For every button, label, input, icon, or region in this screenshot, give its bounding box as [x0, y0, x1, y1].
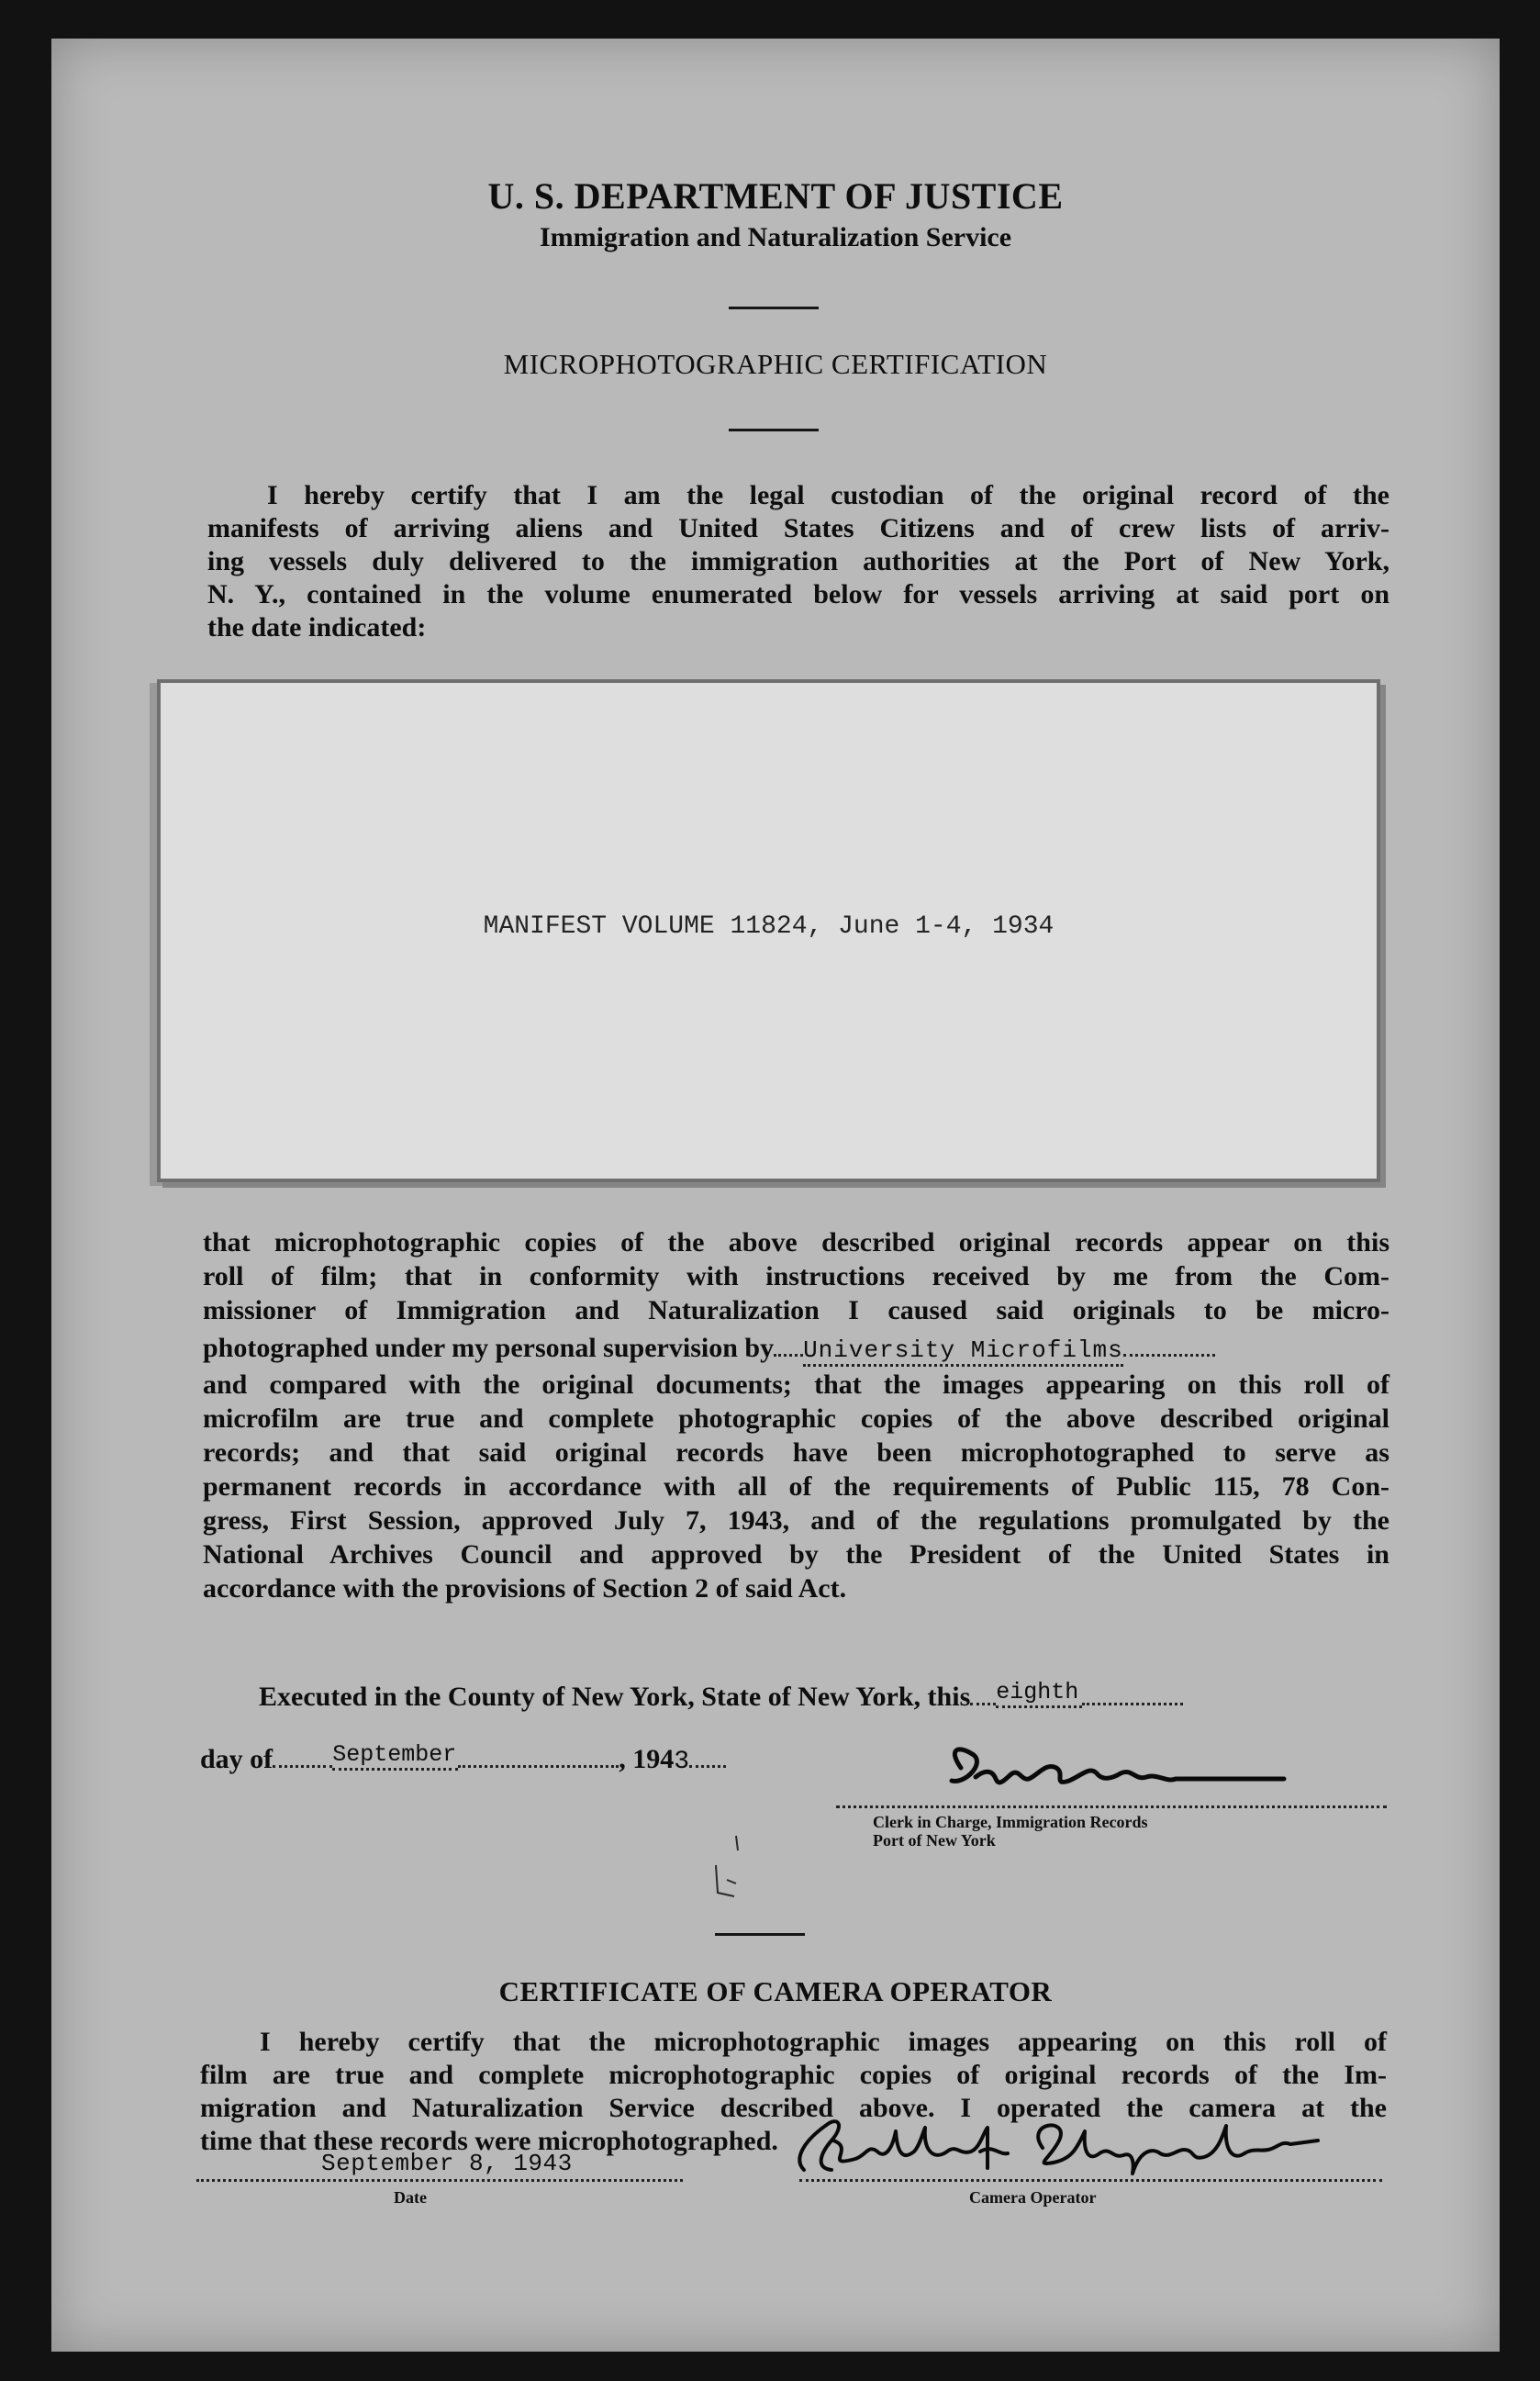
camera-date-value: September 8, 1943 — [321, 2150, 573, 2177]
camera-line: I hereby certify that the microphotographic images appearing on this roll of — [260, 2027, 1387, 2057]
body-line: National Archives Council and approved by the President of the United States in — [203, 1539, 1389, 1570]
operator-label: Camera Operator — [969, 2188, 1097, 2207]
year-prefix: , 194 — [619, 1744, 675, 1774]
fill-dots — [970, 1703, 996, 1705]
manifest-volume-text: MANIFEST VOLUME 11824, June 1-4, 1934 — [483, 912, 1055, 941]
supervision-prefix: photographed under my personal supervision by — [203, 1333, 775, 1363]
certificate-page — [51, 39, 1500, 2352]
fill-dots — [273, 1765, 332, 1768]
execution-month-value: September — [332, 1741, 458, 1771]
execution-day-value: eighth — [996, 1679, 1082, 1708]
operator-signature — [767, 2104, 1373, 2186]
intro-line: ing vessels duly delivered to the immigration authorities at the Port of New York, — [207, 546, 1389, 576]
supervision-value: University Microfilms — [803, 1336, 1123, 1367]
intro-line: I hereby certify that I am the legal custodian of the original record of the — [267, 480, 1389, 510]
stray-ink-mark — [709, 1828, 745, 1911]
body-line: accordance with the provisions of Section 2 of said Act. — [203, 1573, 847, 1604]
title-divider — [729, 429, 819, 431]
clerk-title-line2: Port of New York — [873, 1831, 996, 1850]
body-line: gress, First Session, approved July 7, 1943, and of the regulations promulgated by the — [203, 1505, 1389, 1536]
day-of-line — [200, 1741, 934, 1776]
date-line — [196, 2179, 683, 2182]
body-line: and compared with the original documents; that the images appearing on this roll of — [203, 1369, 1389, 1400]
body-line: roll of film; that in conformity with instructions received by me from the Com- — [203, 1261, 1389, 1291]
fill-dots — [1123, 1354, 1215, 1357]
body-paragraph — [203, 1225, 1389, 1605]
department-heading: U. S. DEPARTMENT OF JUSTICE — [487, 175, 1064, 217]
body-line: records; and that said original records have been microphotographed to serve as — [203, 1437, 1389, 1468]
camera-heading: CERTIFICATE OF CAMERA OPERATOR — [498, 1975, 1053, 2007]
body-line: permanent records in accordance with all of the requirements of Public 115, 78 Con- — [203, 1471, 1389, 1502]
fill-dots — [689, 1765, 726, 1768]
execution-line — [259, 1679, 1389, 1713]
camera-line: migration and Naturalization Service described above. I operated the camera at the — [200, 2093, 1387, 2123]
camera-line: time that these records were microphotographed. — [200, 2126, 778, 2156]
body-line: microfilm are true and complete photographic copies of the above described original — [203, 1403, 1389, 1434]
intro-line: the date indicated: — [207, 612, 427, 643]
year-typed-digit: 3 — [674, 1748, 690, 1776]
clerk-signature-line — [836, 1805, 1387, 1808]
fill-dots — [774, 1354, 803, 1357]
body-line: that microphotographic copies of the above described original records appear on this — [203, 1227, 1389, 1258]
execution-prefix: Executed in the County of New York, State of New York, this — [259, 1682, 971, 1712]
camera-line: film are true and complete microphotographic copies of original records of the Im- — [200, 2060, 1387, 2090]
service-subheading: Immigration and Naturalization Service — [539, 222, 1012, 252]
day-of-label: day of — [200, 1744, 273, 1774]
clerk-title — [873, 1813, 1147, 1850]
manifest-card — [157, 679, 1380, 1182]
fill-dots — [458, 1765, 619, 1768]
supervision-line — [203, 1331, 1389, 1368]
operator-signature-line — [799, 2179, 1382, 2182]
certification-title: MICROPHOTOGRAPHIC CERTIFICATION — [503, 348, 1048, 380]
date-label: Date — [394, 2188, 427, 2207]
camera-divider — [715, 1933, 805, 1936]
clerk-title-line1: Clerk in Charge, Immigration Records — [873, 1813, 1148, 1831]
fill-dots — [1082, 1703, 1183, 1705]
body-line: missioner of Immigration and Naturalization I caused said originals to be micro- — [203, 1295, 1389, 1325]
intro-line: N. Y., contained in the volume enumerated below for vessels arriving at said port on — [207, 579, 1389, 609]
header-divider — [729, 307, 819, 309]
intro-paragraph — [207, 479, 1389, 644]
intro-line: manifests of arriving aliens and United States Citizens and of crew lists of arriv- — [207, 513, 1389, 543]
